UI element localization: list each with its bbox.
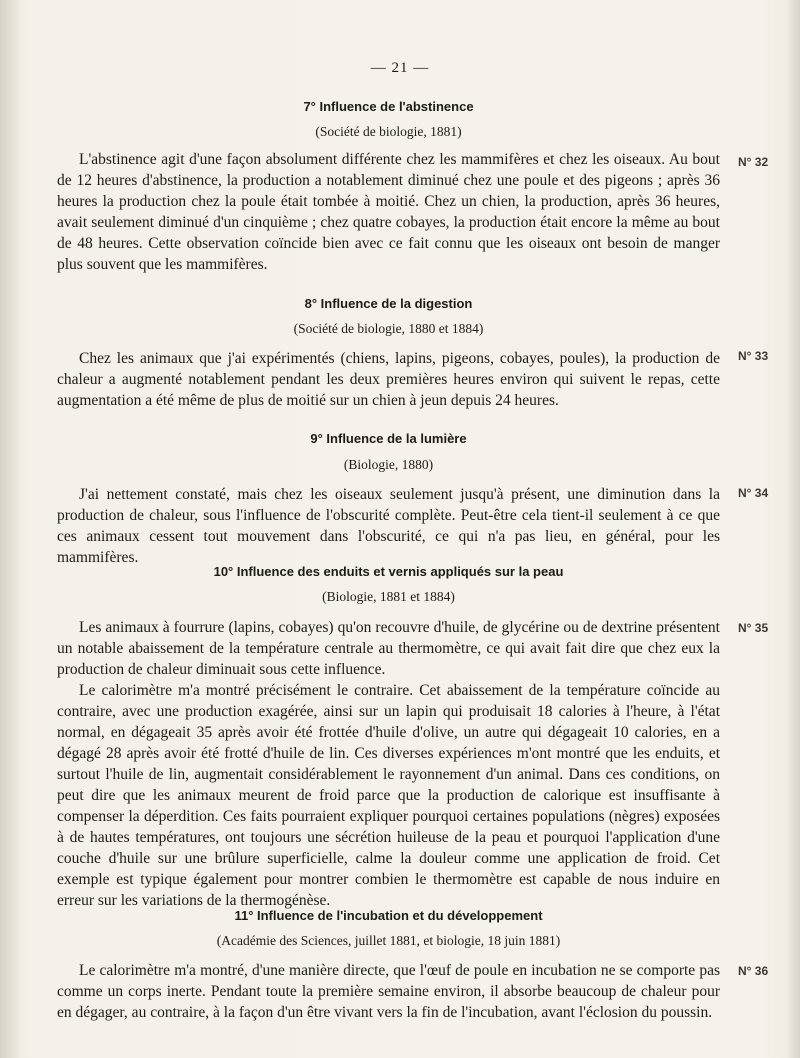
- section-heading: 7° Influence de l'abstinence: [303, 99, 474, 114]
- section-11: [57, 908, 720, 1023]
- paragraph: Chez les animaux que j'ai expérimentés (chiens, lapins, pigeons, cobayes, poules), la production de chaleur a augmenté notablement pendant les deux premières heures environ qui suivent le repas, cette augmentation a été même de plus de moitié sur un chien à jeun depuis 24 heures.: [57, 350, 720, 409]
- margin-reference-number: N° 35: [738, 621, 769, 635]
- section-10: [57, 564, 720, 911]
- section-source: (Société de biologie, 1880 et 1884): [293, 321, 484, 336]
- paragraph: Le calorimètre m'a montré, d'une manière directe, que l'œuf de poule en incubation ne se comporte pas comme un corps inerte. Pendant toute la première semaine environ, il absorbe beaucoup de chaleur pour en dégager, au contraire, à la façon d'un être vivant vers la fin de l'incubation, avant l'éclosion du poussin.: [57, 962, 720, 1021]
- paragraph: J'ai nettement constaté, mais chez les oiseaux seulement jusqu'à présent, une diminution dans la production de chaleur, sous l'influence de l'obscurité complète. Peut-être cela tient-il seulement à ce que ces animaux cessent tout mouvement dans l'obscurité, ce qui n'a pas lieu, en général, pour les mammifères.: [57, 486, 720, 566]
- paragraph: L'abstinence agit d'une façon absolument différente chez les mammifères et chez les oiseaux. Au bout de 12 heures d'abstinence, la production a notablement diminué chez une poule et des pigeons ; après 36 heures la production chez la poule était tombée à moitié. Chez un chien, la production, après 36 heures, avait seulement diminué d'un cinquième ; chez quatre cobayes, la production était encore la même au bout de 48 heures. Cette observation coïncide bien avec ce fait connu que les oiseaux ont besoin de manger plus souvent que les mammifères.: [57, 151, 720, 273]
- binding-shadow: [0, 0, 22, 1058]
- section-8: [57, 296, 720, 411]
- section-heading: 8° Influence de la digestion: [304, 296, 473, 311]
- section-source: (Académie des Sciences, juillet 1881, et biologie, 18 juin 1881): [216, 933, 561, 948]
- paragraph: Les animaux à fourrure (lapins, cobayes) qu'on recouvre d'huile, de glycérine ou de dextrine présentent un notable abaissement de la température centrale au thermomètre, ce qui avait fait dire que chez eux la production de chaleur diminuait sous cette influence.: [57, 619, 720, 678]
- margin-reference-number: N° 32: [738, 155, 769, 169]
- section-heading: 9° Influence de la lumière: [310, 431, 467, 446]
- section-source: (Biologie, 1880): [343, 457, 434, 472]
- margin-reference-number: N° 34: [738, 486, 769, 500]
- page-edge-shadow: [786, 0, 800, 1058]
- section-source: (Société de biologie, 1881): [315, 124, 462, 139]
- margin-reference-number: N° 36: [738, 964, 769, 978]
- section-7: [57, 99, 720, 275]
- section-source: (Biologie, 1881 et 1884): [322, 589, 455, 604]
- section-9: [57, 431, 720, 568]
- section-heading: 11° Influence de l'incubation et du développement: [234, 908, 543, 923]
- page-number: — 21 —: [370, 60, 430, 76]
- margin-reference-number: N° 33: [738, 349, 769, 363]
- paragraph: Le calorimètre m'a montré précisément le contraire. Cet abaissement de la température coïncide au contraire, avec une production exagérée, ainsi sur un lapin qui produisait 18 calories à l'heure, à l'état normal, en dégageait 35 après avoir été frottée d'huile d'olive, un autre qui dégageait 10 calories, en a dégagé 28 après avoir été frotté d'huile de lin. Ces diverses expériences m'ont montré que les enduits, et surtout l'huile de lin, augmentait considérablement le rayonnement d'un animal. Dans ces conditions, on peut dire que les animaux meurent de froid parce que la production de calorique est insuffisante à compenser la déperdition. Ces faits pourraient expliquer pourquoi certaines populations (nègres) exposées à de hautes températures, ont toujours une sécrétion huileuse de la peau et pourquoi l'application d'une couche d'huile sur une brûlure superficielle, calme la douleur comme une application de froid. Cet exemple est typique également pour montrer combien le thermomètre est capable de nous induire en erreur sur les variations de la thermogénèse.: [57, 682, 720, 909]
- section-heading: 10° Influence des enduits et vernis appliqués sur la peau: [213, 564, 564, 579]
